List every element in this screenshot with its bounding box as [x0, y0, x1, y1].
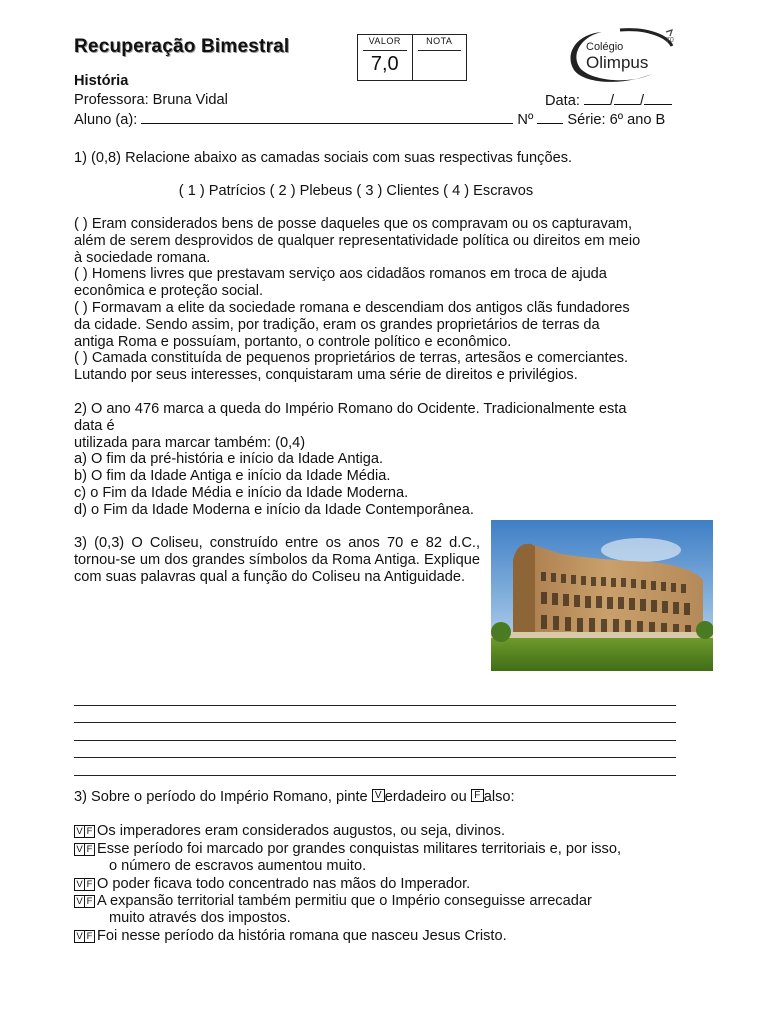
q1-item-cont: antiga Roma e possuíam, portanto, o controle político e econômico.: [74, 333, 512, 350]
tf-item: [74, 928, 674, 945]
tf-item-text: A expansão territorial também permitiu que o Império conseguisse arrecadar: [97, 893, 592, 909]
answer-line[interactable]: [74, 758, 676, 776]
q3-answer-lines[interactable]: [74, 688, 676, 776]
tf-toggle[interactable]: V F: [74, 843, 95, 856]
score-nota-label: NOTA: [426, 36, 453, 46]
tf-item-text: O poder ficava todo concentrado nas mãos do Imperador.: [97, 876, 471, 892]
q1-item[interactable]: ( ) Eram considerados bens de posse daqueles que os compravam ou os capturavam,: [74, 216, 633, 232]
tf-item: [74, 893, 674, 926]
q1-item[interactable]: ( ) Homens livres que prestavam serviço aos cidadãos romanos em troca de ajuda: [74, 266, 607, 283]
logo-top-text: Colégio: [586, 41, 624, 53]
colosseum-photo: [491, 520, 713, 671]
score-box: [357, 34, 467, 81]
q1-options: ( 1 ) Patrícios ( 2 ) Plebeus ( 3 ) Clientes ( 4 ) Escravos: [178, 183, 534, 199]
tf-item-text-cont: o número de escravos aumentou muito.: [109, 857, 367, 874]
q1-item-cont: da cidade. Sendo assim, por tradição, eram os grandes proprietários de terras da: [74, 316, 600, 333]
q1-item[interactable]: ( ) Camada constituída de pequenos proprietários de terras, artesãos e comerciantes.: [74, 350, 629, 367]
q2-prompt-cont: data é: [74, 417, 115, 434]
date-label: Data:: [545, 93, 580, 109]
v-legend-box: V: [372, 789, 385, 802]
number-label: Nº: [517, 112, 534, 128]
f-legend-box: F: [471, 789, 484, 802]
q4-mid: erdadeiro ou: [384, 789, 467, 805]
teacher-label: Professora: Bruna Vidal: [74, 92, 228, 108]
tf-item-text: Esse período foi marcado por grandes conquistas militares territoriais e, por isso,: [97, 841, 621, 857]
q4-suffix: also:: [483, 789, 515, 805]
student-label: Aluno (a):: [74, 112, 138, 128]
answer-line[interactable]: [74, 688, 676, 706]
date-field[interactable]: Data: / /: [545, 92, 672, 110]
score-nota-cell: [412, 35, 467, 80]
q1-item-cont: Lutando por seus interesses, conquistaram uma série de direitos e privilégios.: [74, 367, 578, 384]
score-valor-label: VALOR: [368, 36, 401, 46]
tf-item-text: Foi nesse período da história romana que nasceu Jesus Cristo.: [97, 928, 507, 944]
q1-item-cont: econômica e proteção social.: [74, 283, 264, 300]
q2-block: [74, 401, 676, 519]
student-field[interactable]: [74, 111, 665, 129]
school-logo: [562, 24, 680, 88]
q3-prompt: 3) (0,3) O Coliseu, construído entre os anos 70 e 82 d.C., tornou-se um dos grandes símbolos da Roma Antiga. Explique com suas palavras qual a função do Coliseu na Antiguidade.: [74, 535, 480, 585]
answer-line[interactable]: [74, 741, 676, 759]
tf-toggle[interactable]: V F: [74, 930, 95, 943]
tf-toggle[interactable]: V F: [74, 878, 95, 891]
tf-toggle[interactable]: V F: [74, 895, 95, 908]
q1-item-cont: além de serem desprovidos de qualquer representatividade política ou direitos em meio: [74, 232, 641, 249]
tf-item-text-cont: muito através dos impostos.: [109, 909, 291, 926]
q1-item[interactable]: ( ) Formavam a elite da sociedade romana e descendiam dos antigos clãs fundadores: [74, 299, 630, 316]
q1-prompt: 1) (0,8) Relacione abaixo as camadas sociais com suas respectivas funções.: [74, 150, 573, 166]
q4-prompt: [74, 789, 515, 806]
answer-line[interactable]: [74, 723, 676, 741]
answer-line[interactable]: [74, 706, 676, 724]
score-valor-cell: [358, 35, 412, 80]
subject-label: História: [74, 73, 129, 89]
tf-toggle[interactable]: V F: [74, 825, 95, 838]
tf-item: [74, 876, 674, 893]
q2-prompt: 2) O ano 476 marca a queda do Império Romano do Ocidente. Tradicionalmente esta: [74, 401, 627, 417]
logo-mark-text: 70: [666, 37, 674, 44]
logo-name-text: Olimpus: [586, 53, 649, 72]
grade-label: Série: 6º ano B: [567, 112, 666, 128]
q2-option-c[interactable]: c) o Fim da Idade Média e início da Idade Moderna.: [74, 484, 409, 501]
q2-prompt-cont: utilizada para marcar também: (0,4): [74, 434, 306, 451]
tf-item: [74, 841, 674, 874]
page-title: Recuperação Bimestral: [74, 36, 290, 57]
q4-prefix: 3) Sobre o período do Império Romano, pinte: [74, 789, 368, 805]
score-valor-value: 7,0: [370, 53, 399, 75]
q1-items: [74, 216, 676, 384]
q2-option-b[interactable]: b) O fim da Idade Antiga e início da Idade Média.: [74, 468, 391, 485]
q2-option-d[interactable]: d) o Fim da Idade Moderna e início da Idade Contemporânea.: [74, 501, 474, 518]
q2-option-a[interactable]: a) O fim da pré-história e início da Idade Antiga.: [74, 451, 384, 468]
q1-item-cont: à sociedade romana.: [74, 249, 211, 266]
tf-item: [74, 823, 674, 840]
tf-item-text: Os imperadores eram considerados augustos, ou seja, divinos.: [97, 823, 506, 839]
